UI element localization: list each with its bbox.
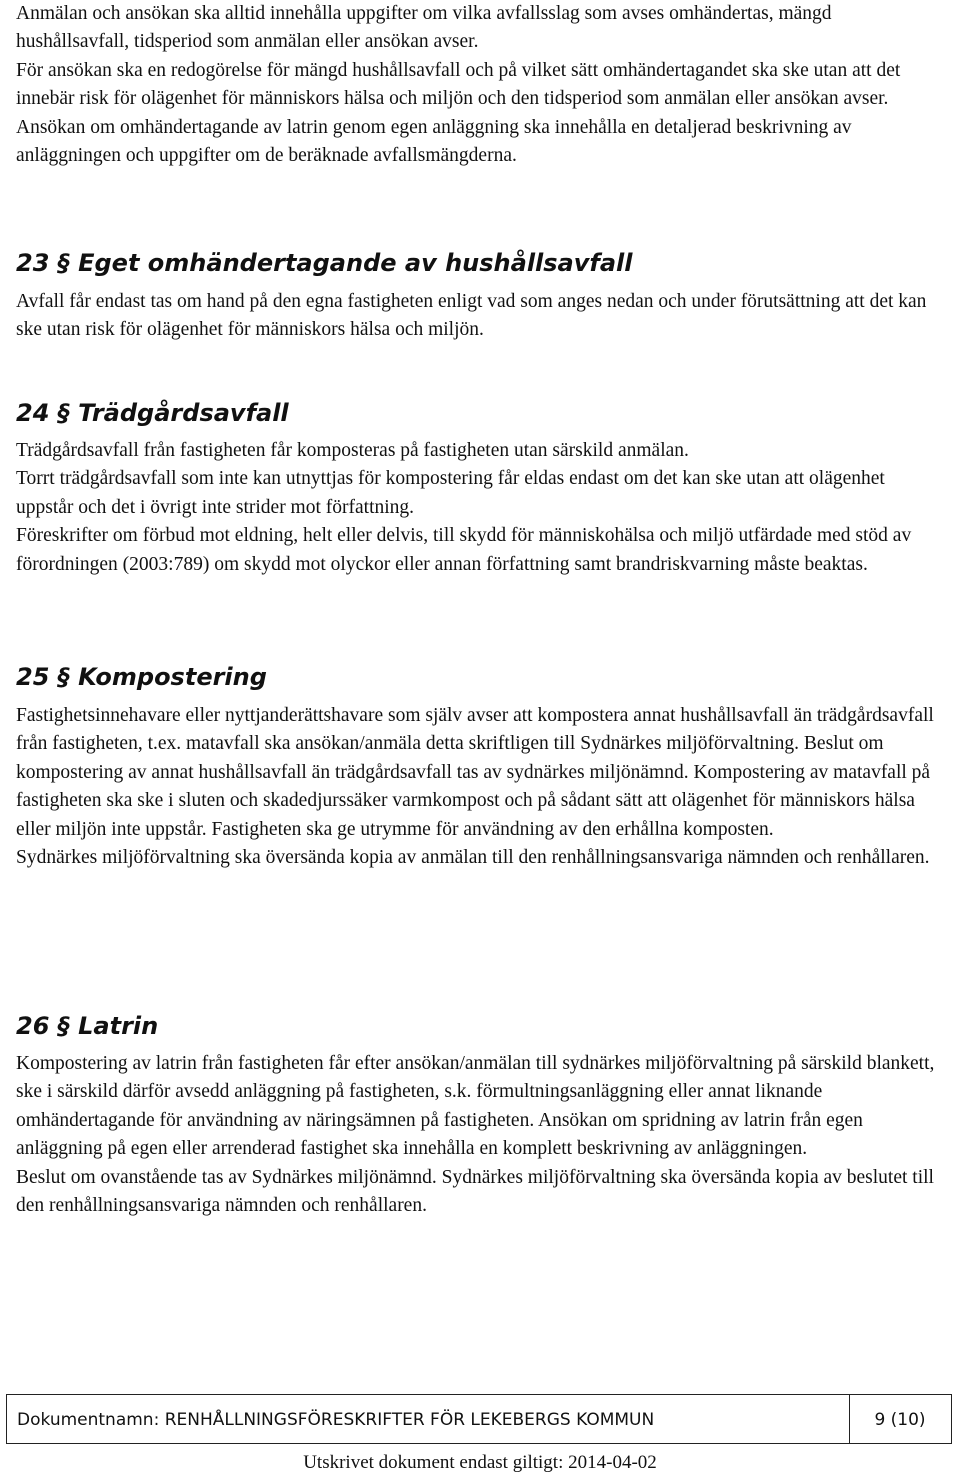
section-24-body — [16, 437, 946, 579]
footer-document-name: Dokumentnamn: RENHÅLLNINGSFÖRESKRIFTER FÖR LEKEBERGS KOMMUN — [17, 1410, 655, 1430]
intro-text — [16, 0, 946, 170]
section-24-paragraph-2: Torrt trädgårdsavfall som inte kan utnyttjas för kompostering får eldas endast om det kan ske utan att olägenhet uppstår och det i övrigt inte strider mot författning. — [16, 468, 885, 518]
section-24-paragraph-1: Trädgårdsavfall från fastigheten får komposteras på fastigheten utan särskild anmälan. — [16, 440, 689, 461]
footer-page-number: 9 (10) — [874, 1410, 926, 1430]
section-26-paragraph-1: Kompostering av latrin från fastigheten får efter ansökan/anmälan till sydnärkes miljöförvaltning på särskild blankett, ske i särskild därför avsedd anläggning på fastigheten, s.k. förmultningsanläggning eller annat liknande omhändertagande för användning av näringsämnen på fastigheten. Ansökan om spridning av latrin från egen anläggning på egen eller arrenderad fastighet ska innehålla en komplett beskrivning av anläggningen. — [16, 1053, 935, 1160]
section-25-heading: 25 § Kompostering — [16, 663, 267, 691]
printed-validity-note: Utskrivet dokument endast giltigt: 2014-04-02 — [303, 1452, 657, 1473]
section-23-heading: 23 § Eget omhändertagande av hushållsavfall — [16, 249, 633, 277]
section-25-paragraph-2: Sydnärkes miljöförvaltning ska översända kopia av anmälan till den renhållningsansvariga nämnden och renhållaren. — [16, 847, 930, 869]
section-26-paragraph-2: Beslut om ovanstående tas av Sydnärkes miljönämnd. Sydnärkes miljöförvaltning ska översända kopia av beslutet till den renhållningsansvariga nämnden och renhållaren. — [16, 1166, 934, 1217]
section-24-heading: 24 § Trädgårdsavfall — [16, 399, 289, 427]
section-26-heading: 26 § Latrin — [16, 1012, 159, 1040]
section-26-body — [16, 1050, 946, 1220]
intro-paragraph-2: För ansökan ska en redogörelse för mängd hushållsavfall och på vilket sätt omhändertagandet ska ske utan att det innebär risk för olägenhet för människors hälsa och miljön och den tidsperiod som anmälan eller ansökan avser. Ansökan om omhändertagande av latrin genom egen anläggning ska innehålla en detaljerad beskrivning av anläggningen och uppgifter om de beräknade avfallsmängderna. — [16, 59, 901, 167]
section-25-paragraph-1: Fastighetsinnehavare eller nyttjanderättshavare som själv avser att kompostera annat hushållsavfall än trädgårdsavfall från fastigheten, t.ex. matavfall ska ansökan/anmäla detta skriftligen till Sydnärkes miljöförvaltning. Beslut om kompostering av annat hushållsavfall än trädgårdsavfall tas av sydnärkes miljönämnd. Kompostering av matavfall på fastigheten ska ske i sluten och skadedjurssäker varmkompost och på sådant sätt att olägenhet för människors hälsa eller miljön inte uppstår. Fastigheten ska ge utrymme för användning av den erhållna komposten. — [16, 705, 934, 840]
section-24-paragraph-3: Föreskrifter om förbud mot eldning, helt eller delvis, till skydd för människohälsa och miljö utfärdade med stöd av förordningen (2003:789) om skydd mot olyckor eller annan författning samt brandriskvarning måste beaktas. — [16, 525, 912, 575]
section-23-paragraph-1: Avfall får endast tas om hand på den egna fastigheten enligt vad som anges nedan och under förutsättning att det kan ske utan risk för olägenhet för människors hälsa och miljön. — [16, 291, 927, 341]
section-23-body — [16, 288, 946, 345]
footer-box — [6, 1394, 952, 1444]
section-25-body — [16, 702, 946, 872]
intro-paragraph-1: Anmälan och ansökan ska alltid innehålla uppgifter om vilka avfallsslag som avses omhändertas, mängd hushållsavfall, tidsperiod som anmälan eller ansökan avser. — [16, 3, 832, 53]
